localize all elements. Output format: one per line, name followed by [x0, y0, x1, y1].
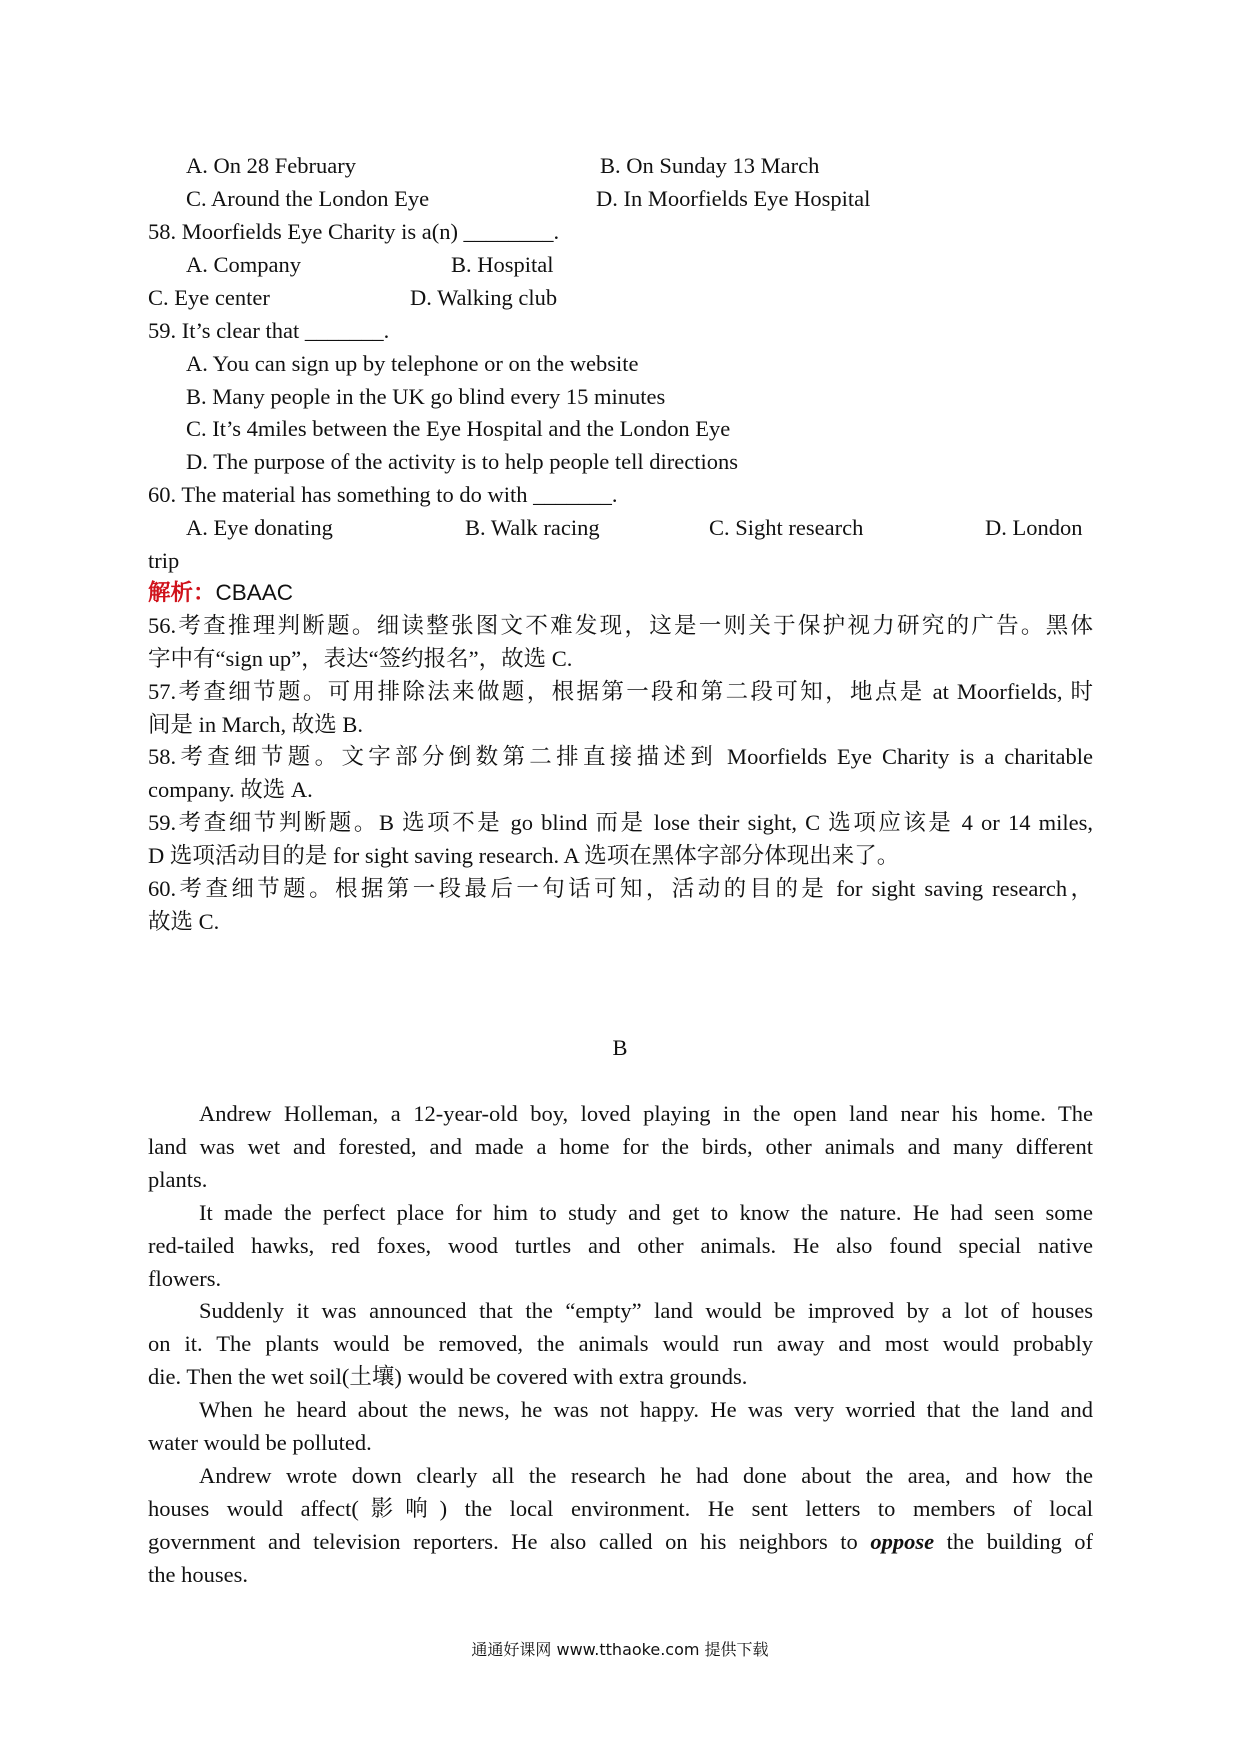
q58-option-d: D. Walking club: [410, 285, 558, 310]
passage-line: Andrew wrote down clearly all the research he had done about the area, and how the: [199, 1463, 1093, 1488]
analysis-line: 间是 in March, 故选 B.: [148, 712, 363, 737]
q59-option-c: C. It’s 4miles between the Eye Hospital and the London Eye: [186, 416, 731, 441]
q59-option-d: D. The purpose of the activity is to help people tell directions: [186, 449, 738, 474]
passage-line: red-tailed hawks, red foxes, wood turtles and other animals. He also found special native: [148, 1233, 1093, 1258]
passage-line: the houses.: [148, 1562, 248, 1587]
passage-segment: government and television reporters. He also called on his neighbors to: [148, 1529, 858, 1554]
analysis-line: 60.考查细节题。根据第一段最后一句话可知，活动的目的是 for sight saving research，: [148, 876, 1093, 901]
q60-option-b: B. Walk racing: [465, 515, 600, 540]
analysis-line: D 选项活动目的是 for sight saving research. A 选项在黑体字部分体现出来了。: [148, 843, 900, 868]
q57-option-d: D. In Moorfields Eye Hospital: [596, 186, 871, 211]
analysis-line: 59.考查细节判断题。B 选项不是 go blind 而是 lose their sight, C 选项应该是 4 or 14 miles,: [148, 810, 1093, 835]
analysis-line: 字中有“sign up”，表达“签约报名”，故选 C.: [148, 646, 573, 671]
q59-option-a: A. You can sign up by telephone or on the website: [186, 351, 639, 376]
q60-option-d-continued: trip: [148, 548, 180, 573]
passage-line: houses would affect(影响) the local environment. He sent letters to members of local: [148, 1496, 1093, 1521]
analysis-answers: CBAAC: [215, 580, 294, 605]
q60-option-d: D. London: [985, 515, 1083, 540]
analysis-line: company. 故选 A.: [148, 777, 313, 802]
passage-line: flowers.: [148, 1266, 222, 1291]
passage-line: on it. The plants would be removed, the animals would run away and most would probably: [148, 1331, 1093, 1356]
passage-line: water would be polluted.: [148, 1430, 372, 1455]
q59-option-b: B. Many people in the UK go blind every 15 minutes: [186, 384, 666, 409]
analysis-label: 解析：: [148, 580, 216, 605]
q60-option-a: A. Eye donating: [186, 515, 333, 540]
passage-line: [148, 1528, 1093, 1556]
passage-line: plants.: [148, 1167, 208, 1192]
analysis-heading: [148, 579, 293, 607]
q58-option-b: B. Hospital: [451, 252, 554, 277]
passage-line: die. Then the wet soil(土壤) would be covered with extra grounds.: [148, 1364, 748, 1389]
passage-line: land was wet and forested, and made a home for the birds, other animals and many different: [148, 1134, 1093, 1159]
passage-line: Suddenly it was announced that the “empty” land would be improved by a lot of houses: [199, 1298, 1093, 1323]
q58-stem: 58. Moorfields Eye Charity is a(n) ________.: [148, 219, 560, 244]
q57-option-a: A. On 28 February: [186, 153, 356, 178]
passage-line: It made the perfect place for him to study and get to know the nature. He had seen some: [199, 1200, 1093, 1225]
section-heading: B: [612, 1035, 628, 1060]
analysis-line: 故选 C.: [148, 909, 220, 934]
q60-option-c: C. Sight research: [709, 515, 864, 540]
q60-stem: 60. The material has something to do with _______.: [148, 482, 618, 507]
passage-segment: the building of: [946, 1529, 1094, 1554]
analysis-line: 57.考查细节题。可用排除法来做题，根据第一段和第二段可知，地点是 at Moorfields, 时: [148, 679, 1093, 704]
passage-line: When he heard about the news, he was not happy. He was very worried that the land and: [199, 1397, 1093, 1422]
q59-stem: 59. It’s clear that _______.: [148, 318, 390, 343]
page-footer: 通通好课网 www.tthaoke.com 提供下载: [471, 1640, 769, 1659]
analysis-line: 58.考查细节题。文字部分倒数第二排直接描述到 Moorfields Eye Charity is a charitable: [148, 744, 1093, 769]
q57-option-c: C. Around the London Eye: [186, 186, 430, 211]
emphasized-word: oppose: [870, 1529, 935, 1554]
analysis-line: 56.考查推理判断题。细读整张图文不难发现，这是一则关于保护视力研究的广告。黑体: [148, 613, 1093, 638]
q58-option-a: A. Company: [186, 252, 301, 277]
q57-option-b: B. On Sunday 13 March: [600, 153, 820, 178]
q58-option-c: C. Eye center: [148, 285, 270, 310]
passage-line: Andrew Holleman, a 12-year-old boy, loved playing in the open land near his home. The: [199, 1101, 1093, 1126]
